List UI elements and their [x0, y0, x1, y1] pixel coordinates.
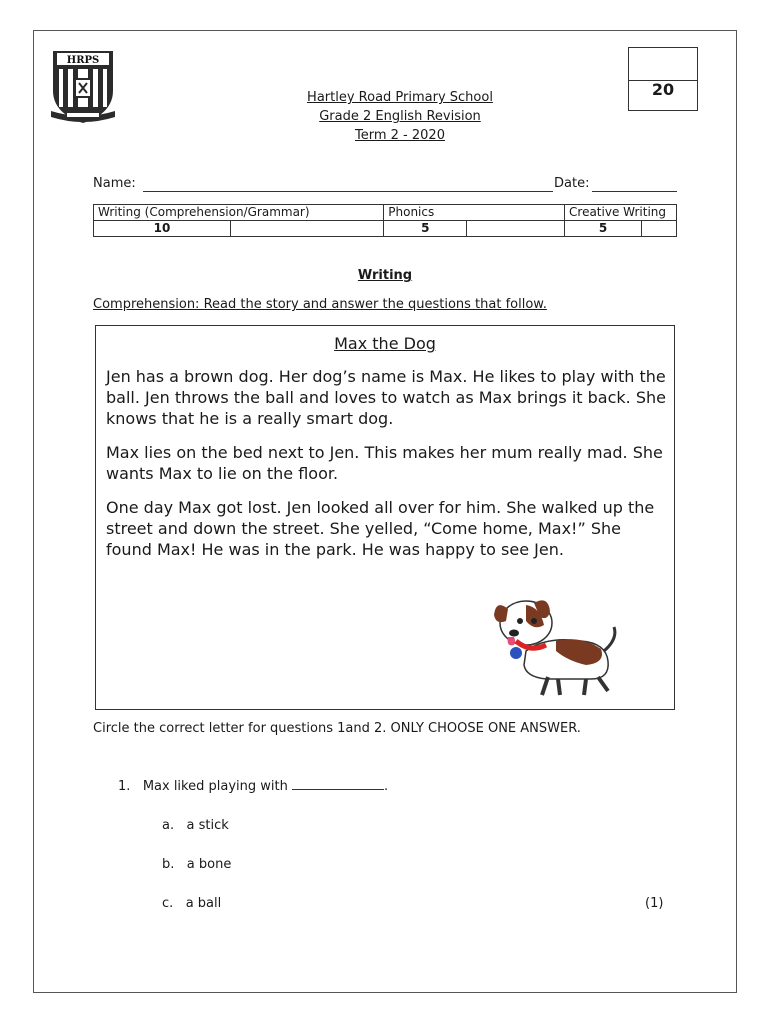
option-letter: b.: [162, 857, 175, 872]
dog-illustration: [486, 591, 626, 701]
score-total: 20: [651, 80, 675, 99]
option-text: a ball: [185, 896, 222, 911]
story-box: [95, 325, 675, 710]
story-paragraph-1: Jen has a brown dog. Her dog’s name is Max. He likes to play with the ball. Jen throws the ball and loves to watch as Max brings it back. She knows that he is a really smart dog.: [106, 367, 666, 428]
table-row: [94, 221, 677, 237]
creative-total: 5: [565, 221, 642, 237]
header-writing: Writing (Comprehension/Grammar): [94, 205, 384, 221]
option-letter: a.: [162, 818, 175, 833]
story-paragraph-2: Max lies on the bed next to Jen. This makes her mum really mad. She wants Max to lie on the floor.: [106, 443, 663, 483]
writing-total: 10: [94, 221, 231, 237]
phonics-total: 5: [384, 221, 467, 237]
circle-instruction: Circle the correct letter for questions 1and 2. ONLY CHOOSE ONE ANSWER.: [93, 721, 581, 736]
option-text: a bone: [186, 857, 232, 872]
phonics-score-cell[interactable]: [467, 221, 565, 237]
name-label: Name:: [93, 176, 136, 191]
question-end: .: [383, 779, 389, 794]
comprehension-instruction: Comprehension: Read the story and answer the questions that follow.: [93, 297, 547, 312]
option-b[interactable]: [162, 857, 231, 872]
header-phonics: Phonics: [384, 205, 565, 221]
question-number: 1.: [118, 779, 131, 794]
school-name: Hartley Road Primary School: [307, 90, 493, 105]
option-text: a stick: [186, 818, 229, 833]
marks-table: [93, 204, 677, 237]
subject-title: Grade 2 English Revision: [319, 109, 481, 124]
option-c[interactable]: [162, 896, 221, 911]
term-label: Term 2 - 2020: [355, 128, 445, 143]
date-label: Date:: [554, 176, 590, 191]
name-date-row: [93, 176, 677, 194]
creative-score-cell[interactable]: [642, 221, 677, 237]
header-creative-writing: Creative Writing: [565, 205, 677, 221]
date-field[interactable]: [592, 191, 677, 192]
question-1: [118, 779, 388, 794]
question-mark-value: (1): [645, 896, 664, 911]
table-row: [94, 205, 677, 221]
option-a[interactable]: [162, 818, 229, 833]
logo-text: HRPS: [66, 55, 100, 66]
answer-blank[interactable]: [292, 779, 384, 790]
section-title: Writing: [357, 268, 413, 283]
story-paragraph-3: One day Max got lost. Jen looked all over for him. She walked up the street and down the street. She yelled, “Come home, Max!” She found Max! He was in the park. He was happy to see Jen.: [106, 498, 655, 559]
name-field[interactable]: [143, 191, 553, 192]
writing-score-cell[interactable]: [231, 221, 384, 237]
option-letter: c.: [162, 896, 174, 911]
school-logo: [49, 47, 117, 125]
score-box: [628, 47, 698, 111]
question-text: Max liked playing with: [142, 779, 288, 794]
story-title: Max the Dog: [334, 334, 436, 353]
